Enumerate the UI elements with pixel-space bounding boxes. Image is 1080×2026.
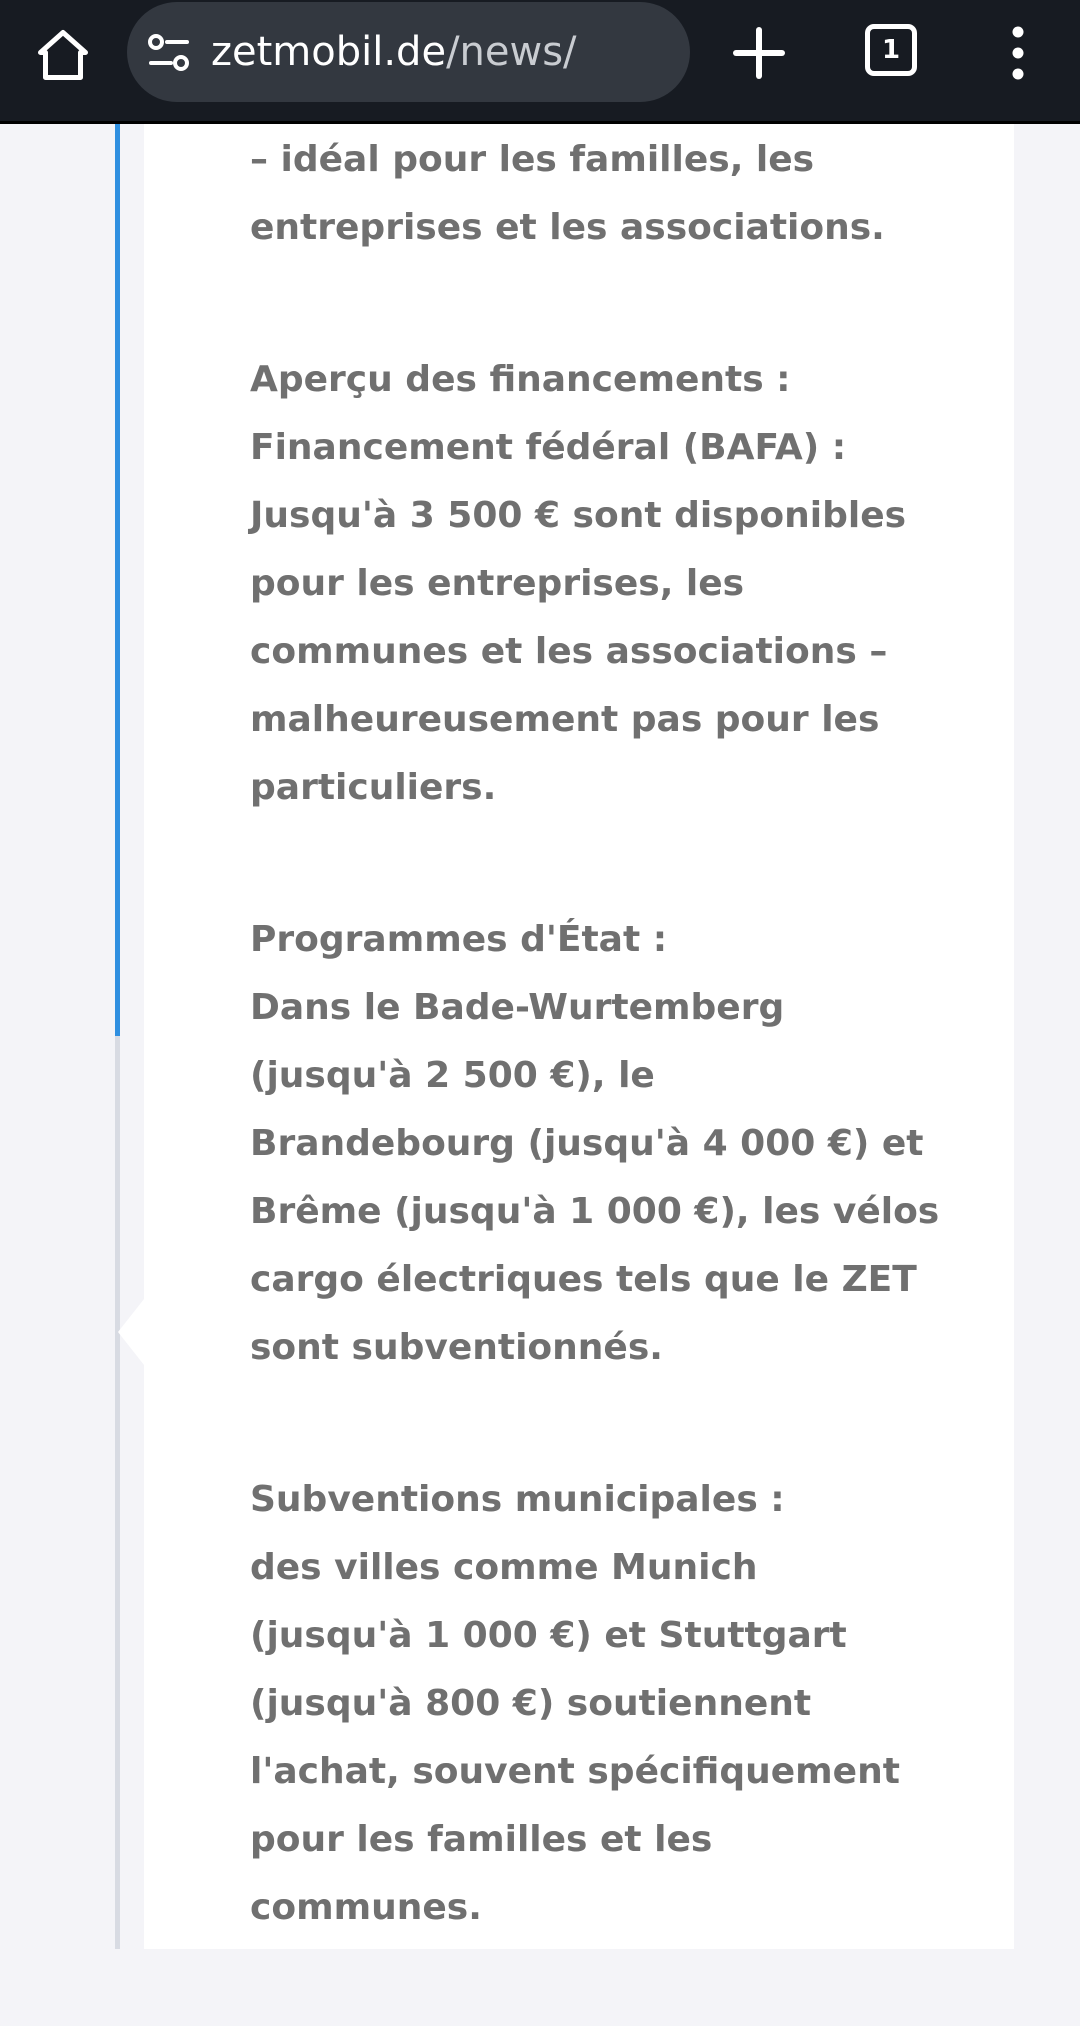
text-line: Brême (jusqu'à 1 000 €), les vélos xyxy=(250,1191,940,1232)
text-line: pour les familles et les xyxy=(250,1819,713,1860)
timeline-rail-progress xyxy=(115,124,120,1036)
text-line: des villes comme Munich xyxy=(250,1547,758,1588)
text-line: (jusqu'à 800 €) soutiennent xyxy=(250,1683,812,1724)
text-line: particuliers. xyxy=(250,767,497,808)
tune-icon[interactable] xyxy=(147,32,191,74)
text-line: Financement fédéral (BAFA) : xyxy=(250,427,847,468)
card-pointer xyxy=(118,1294,148,1370)
paragraph-federal-funding xyxy=(250,346,950,822)
text-line: entreprises et les associations. xyxy=(250,207,885,248)
text-line: – idéal pour les familles, les xyxy=(250,139,815,180)
more-vert-icon[interactable] xyxy=(1000,22,1036,84)
text-line: sont subventionnés. xyxy=(250,1327,663,1368)
text-line: malheureusement pas pour les xyxy=(250,699,880,740)
url-domain: zetmobil.de xyxy=(211,29,447,75)
text-line: communes. xyxy=(250,1887,482,1928)
article-body xyxy=(250,126,950,2026)
text-line: communes et les associations – xyxy=(250,631,888,672)
section-heading: Aperçu des financements : xyxy=(250,359,791,400)
url-path: /news/ xyxy=(446,29,577,75)
text-line: Brandebourg (jusqu'à 4 000 €) et xyxy=(250,1123,924,1164)
text-line: Dans le Bade-Wurtemberg xyxy=(250,987,785,1028)
text-line: l'achat, souvent spécifiquement xyxy=(250,1751,900,1792)
url-text[interactable] xyxy=(211,26,577,78)
paragraph-municipal-subsidies xyxy=(250,1466,950,1942)
text-line: (jusqu'à 1 000 €) et Stuttgart xyxy=(250,1615,847,1656)
tab-count: 1 xyxy=(881,35,901,65)
tab-switcher-icon[interactable] xyxy=(865,24,917,76)
text-line: Jusqu'à 3 500 € sont disponibles xyxy=(250,495,907,536)
text-line: cargo électriques tels que le ZET xyxy=(250,1259,917,1300)
text-line: (jusqu'à 2 500 €), le xyxy=(250,1055,655,1096)
plus-icon[interactable] xyxy=(730,18,788,84)
section-heading: Programmes d'État : xyxy=(250,919,668,960)
browser-toolbar xyxy=(0,0,1080,124)
text-line: pour les entreprises, les xyxy=(250,563,745,604)
address-bar[interactable] xyxy=(127,2,690,102)
home-icon[interactable] xyxy=(30,22,96,88)
paragraph-intro xyxy=(250,126,950,262)
section-heading: Subventions municipales : xyxy=(250,1479,785,1520)
paragraph-state-programs xyxy=(250,906,950,1382)
page-content xyxy=(0,124,1080,1949)
